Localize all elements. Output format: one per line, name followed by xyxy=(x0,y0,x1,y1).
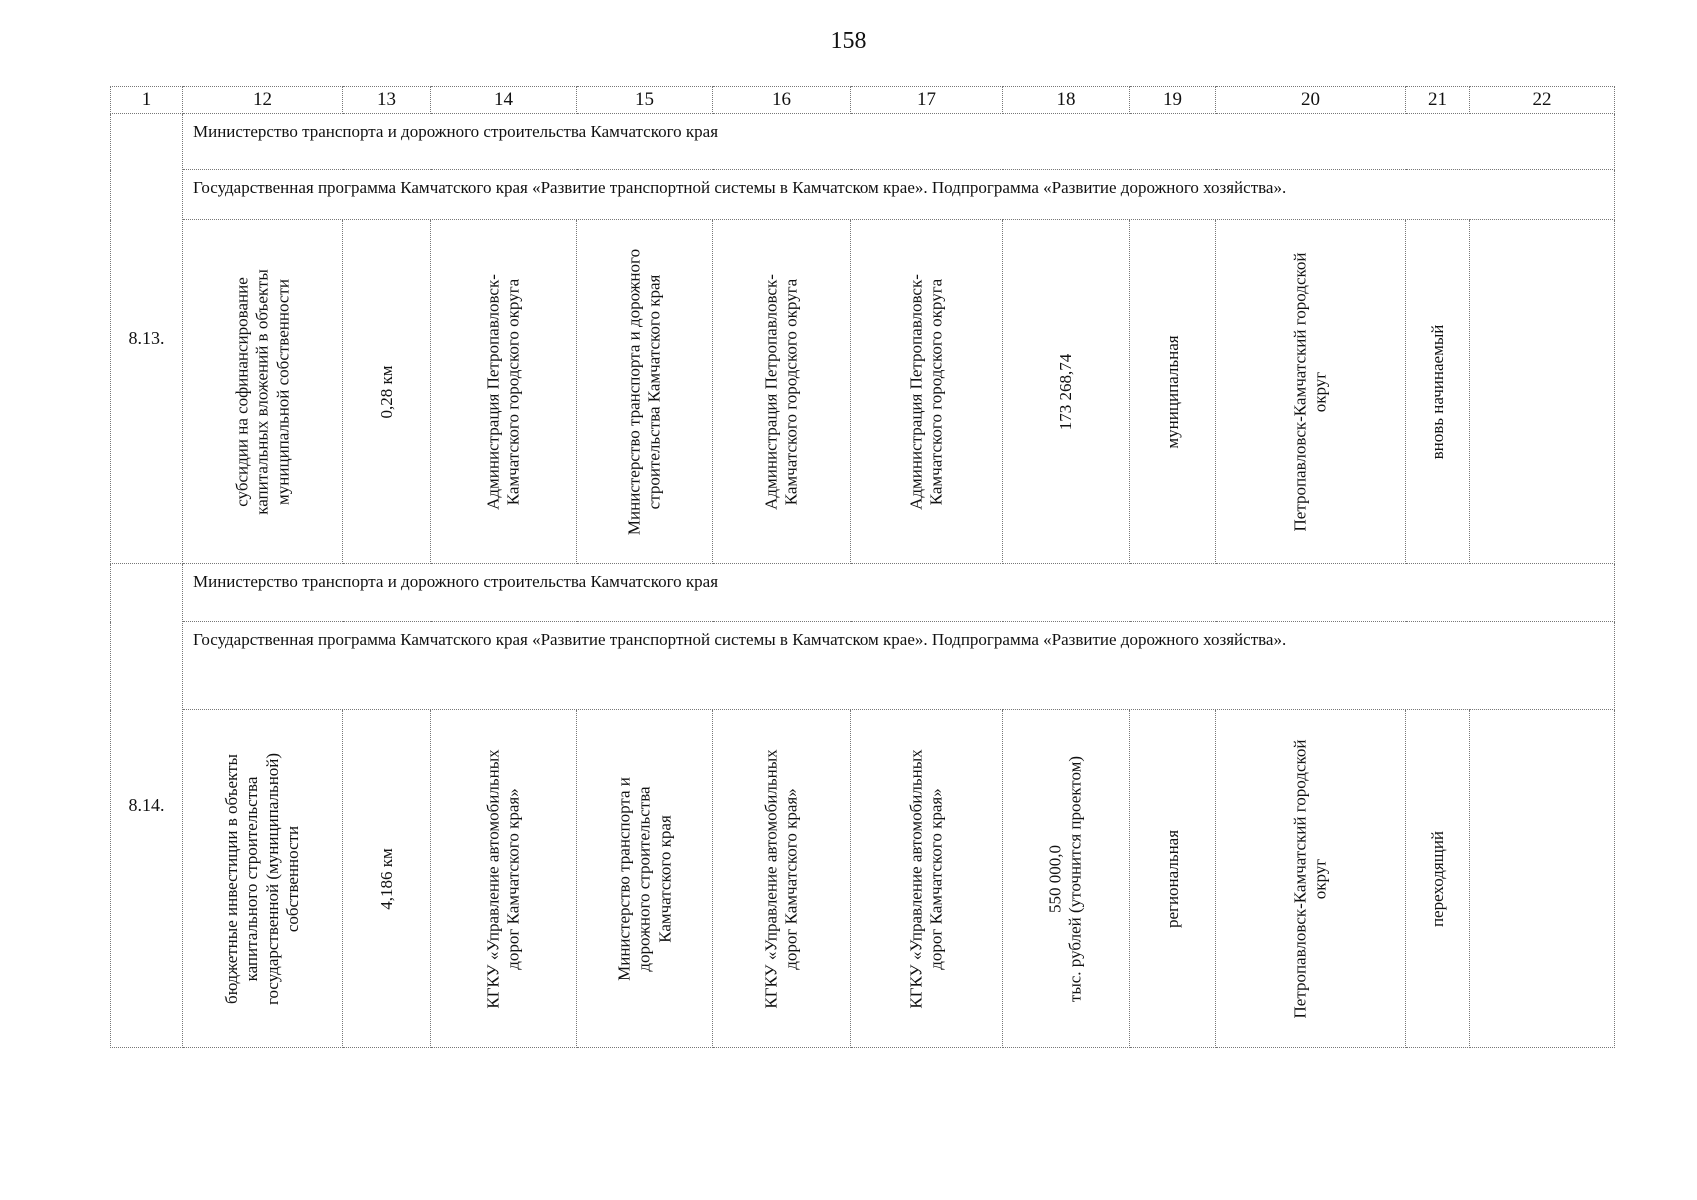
object-name-cell xyxy=(183,220,343,564)
cell-text-line: муниципальной собственности xyxy=(272,278,292,505)
department-cell: Министерство транспорта и дорожного строительства Камчатского края xyxy=(183,564,1615,622)
cell-text-line: капитального строительства xyxy=(242,776,262,981)
header-cell: 22 xyxy=(1470,87,1615,114)
cell-text-line: округ xyxy=(1310,371,1330,412)
header-cell: 21 xyxy=(1406,87,1470,114)
rotated-cell-text xyxy=(483,274,524,510)
rotated-cell-text xyxy=(1056,353,1076,430)
table-row xyxy=(111,710,1615,1048)
cell-text-line: КГКУ «Управление автомобильных xyxy=(761,748,781,1009)
recipient-cell xyxy=(851,220,1003,564)
row-number: 8.14. xyxy=(111,564,183,1048)
header-cell: 18 xyxy=(1003,87,1130,114)
rotated-cell-text xyxy=(376,848,396,910)
cell-text-line: КГКУ «Управление автомобильных xyxy=(483,748,503,1009)
header-cell: 17 xyxy=(851,87,1003,114)
cell-text-line: муниципальная xyxy=(1162,334,1182,449)
cell-text-line: региональная xyxy=(1162,829,1182,928)
capacity-cell xyxy=(343,710,431,1048)
ownership-cell xyxy=(1130,710,1216,1048)
rotated-cell-text xyxy=(232,269,293,515)
rotated-cell-text xyxy=(614,777,675,981)
cell-text-line: строительства Камчатского края xyxy=(644,274,664,509)
header-cell: 16 xyxy=(713,87,851,114)
rotated-cell-text xyxy=(1290,739,1331,1018)
cell-text-line: Администрация Петропавловск- xyxy=(761,273,781,510)
cell-text-line: тыс. рублей (уточнится проектом) xyxy=(1066,755,1085,1002)
administrator-cell xyxy=(577,220,713,564)
cell-text-line: КГКУ «Управление автомобильных xyxy=(906,748,926,1009)
cell-text-line: 4,186 км xyxy=(376,847,396,910)
cell-text-line: 550 000,0 xyxy=(1045,844,1065,913)
cell-text-line: дорожного строительства xyxy=(634,785,654,972)
table-row xyxy=(111,170,1615,220)
department-cell: Министерство транспорта и дорожного строительства Камчатского края xyxy=(183,114,1615,170)
table-row xyxy=(111,114,1615,170)
table-row xyxy=(111,220,1615,564)
cell-text-line: 0,28 км xyxy=(376,364,396,419)
notes-cell xyxy=(1470,220,1615,564)
cell-text-line: капитальных вложений в объекты xyxy=(252,268,272,515)
rotated-cell-text xyxy=(1162,335,1182,448)
header-cell: 19 xyxy=(1130,87,1216,114)
rotated-cell-text xyxy=(761,749,802,1008)
header-cell: 15 xyxy=(577,87,713,114)
customer-cell xyxy=(431,710,577,1048)
program-cell: Государственная программа Камчатского края «Развитие транспортной системы в Камчатском крае». Подпрограмма «Развитие дорожного хозяйства». xyxy=(183,622,1615,710)
rotated-cell-text xyxy=(1427,830,1447,926)
recipient-cell xyxy=(851,710,1003,1048)
customer-cell xyxy=(431,220,577,564)
cell-text-line: Камчатского городского округа xyxy=(503,278,523,505)
rotated-cell-text xyxy=(624,248,665,534)
cell-text-line: Администрация Петропавловск- xyxy=(483,273,503,510)
notes-cell xyxy=(1470,710,1615,1048)
status-cell xyxy=(1406,710,1470,1048)
location-cell xyxy=(1216,710,1406,1048)
rotated-cell-text xyxy=(1427,324,1447,459)
cell-text-line: собственности xyxy=(282,825,302,932)
rotated-cell-text xyxy=(906,274,947,510)
object-name-cell xyxy=(183,710,343,1048)
rotated-cell-text xyxy=(906,749,947,1008)
rotated-cell-text xyxy=(1290,252,1331,531)
program-cell: Государственная программа Камчатского края «Развитие транспортной системы в Камчатском крае». Подпрограмма «Развитие дорожного хозяйства». xyxy=(183,170,1615,220)
cell-text-line: округ xyxy=(1310,858,1330,899)
header-cell: 14 xyxy=(431,87,577,114)
cell-text-line: Министерство транспорта и xyxy=(613,776,633,981)
table-row xyxy=(111,564,1615,622)
cell-text-line: субсидии на софинансирование xyxy=(231,276,251,507)
cell-text-line: дорог Камчатского края» xyxy=(503,787,523,970)
cost-cell xyxy=(1003,220,1130,564)
cell-text-line: Камчатского городского округа xyxy=(781,278,801,505)
rotated-cell-text xyxy=(483,749,524,1008)
rotated-cell-text xyxy=(761,274,802,510)
cell-text-line: Петропавловск-Камчатский городской xyxy=(1290,739,1310,1018)
administrator-cell xyxy=(577,710,713,1048)
rotated-cell-text xyxy=(376,365,396,418)
rotated-cell-text xyxy=(1162,829,1182,927)
cell-text-line: бюджетные инвестиции в объекты xyxy=(221,753,241,1004)
cell-text-line: 173 268,74 xyxy=(1055,353,1075,430)
location-cell xyxy=(1216,220,1406,564)
rotated-cell-text xyxy=(222,752,304,1004)
developer-cell xyxy=(713,220,851,564)
ownership-cell xyxy=(1130,220,1216,564)
cell-text-line: Камчатского края xyxy=(654,814,674,943)
cell-text-line: дорог Камчатского края» xyxy=(926,787,946,970)
data-table xyxy=(110,86,1615,1048)
cell-text-line: Камчатского городского округа xyxy=(926,278,946,505)
cell-text-line: Администрация Петропавловск- xyxy=(906,273,926,510)
developer-cell xyxy=(713,710,851,1048)
cell-text-line: государственной (муниципальной) xyxy=(262,752,282,1005)
cost-cell xyxy=(1003,710,1130,1048)
rotated-cell-text xyxy=(1046,755,1087,1001)
header-cell: 20 xyxy=(1216,87,1406,114)
header-cell: 12 xyxy=(183,87,343,114)
cell-text-line: Петропавловск-Камчатский городской xyxy=(1290,252,1310,531)
cell-text-line: переходящий xyxy=(1427,830,1447,927)
table-row xyxy=(111,622,1615,710)
capacity-cell xyxy=(343,220,431,564)
page-number: 158 xyxy=(830,28,867,54)
header-cell: 1 xyxy=(111,87,183,114)
header-row xyxy=(111,87,1615,114)
status-cell xyxy=(1406,220,1470,564)
cell-text-line: вновь начинаемый xyxy=(1427,324,1447,459)
row-number: 8.13. xyxy=(111,114,183,564)
header-cell: 13 xyxy=(343,87,431,114)
cell-text-line: Министерство транспорта и дорожного xyxy=(624,248,644,535)
cell-text-line: дорог Камчатского края» xyxy=(781,787,801,970)
